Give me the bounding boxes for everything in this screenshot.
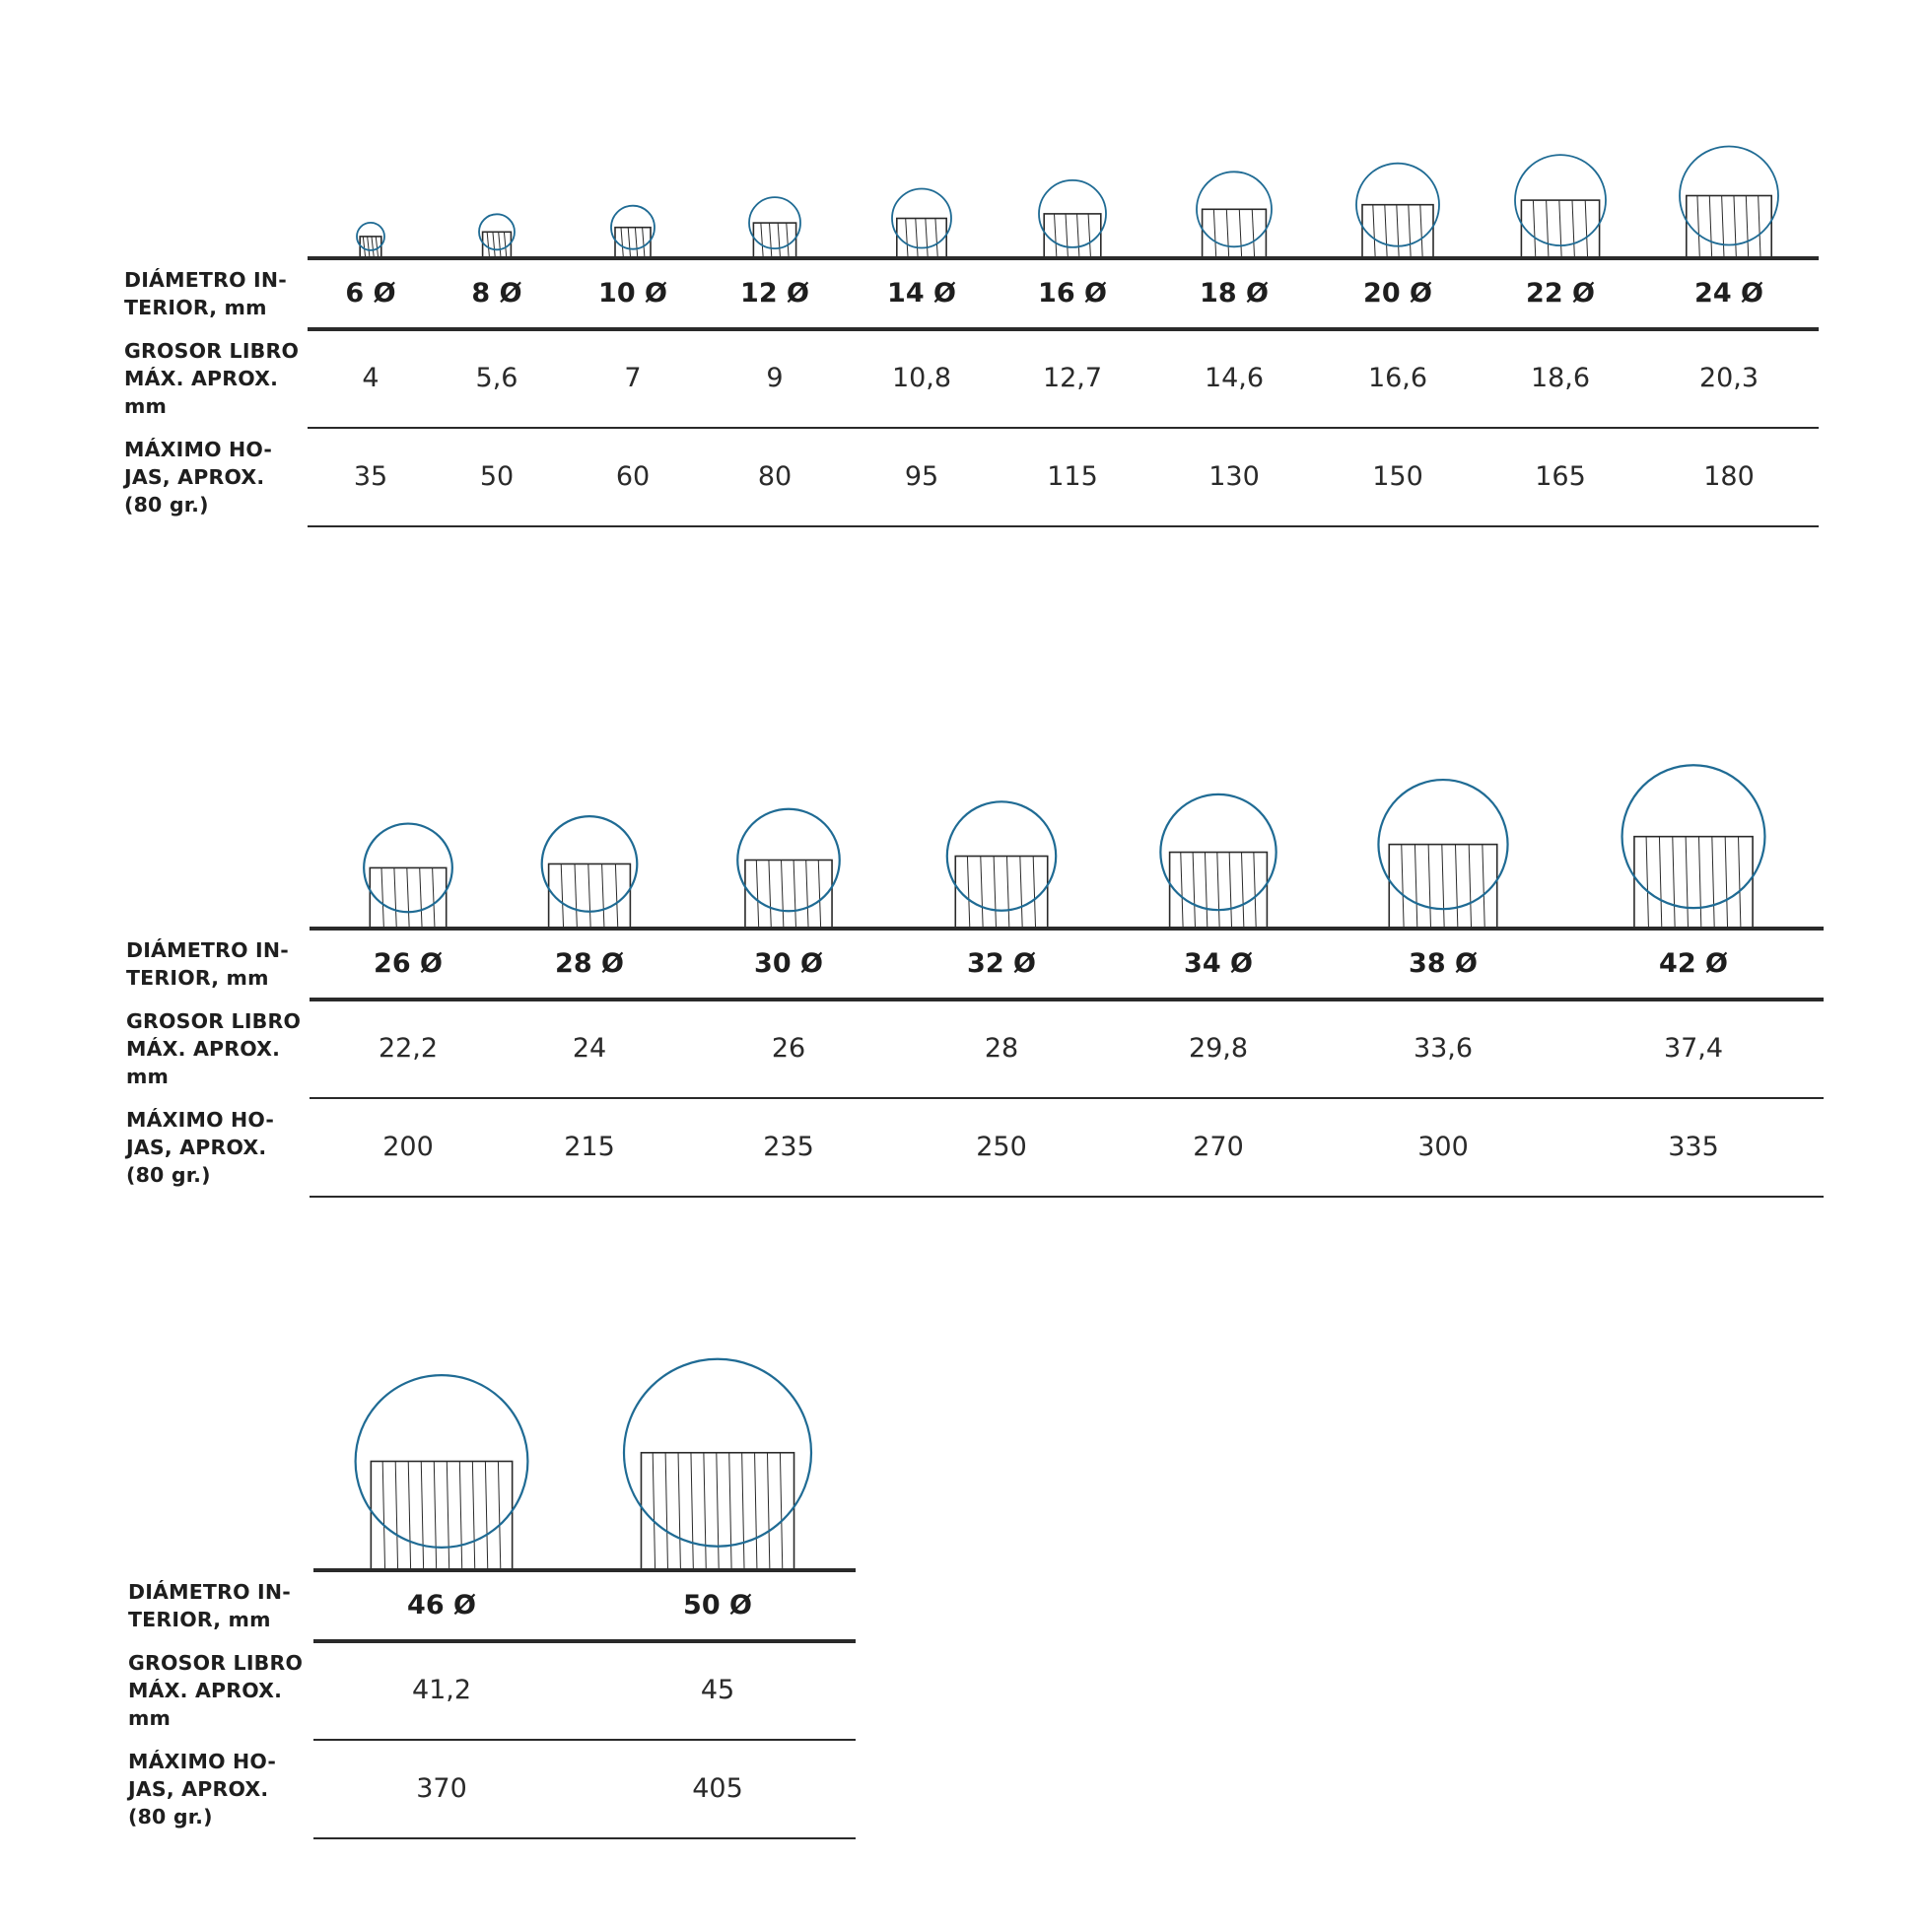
sheet-line: [717, 1453, 719, 1570]
sheet-line: [742, 1453, 744, 1570]
cell-thickness: 45: [700, 1675, 735, 1705]
label-thickness-line: GROSOR LIBRO: [124, 339, 300, 363]
label-diameter-line: TERIOR, mm: [126, 966, 269, 990]
label-sheets-line: MÁXIMO HO-: [126, 1108, 275, 1132]
cell-diameter: 18 Ø: [1200, 278, 1269, 309]
label-thickness-line: mm: [128, 1706, 172, 1730]
cell-sheets: 35: [353, 461, 388, 492]
label-sheets-line: JAS, APROX.: [124, 465, 265, 489]
cell-thickness: 7: [624, 363, 642, 393]
label-thickness: [128, 1649, 303, 1732]
cell-diameter: 12 Ø: [740, 278, 809, 309]
sheet-line: [421, 1461, 423, 1570]
label-thickness-line: GROSOR LIBRO: [126, 1009, 302, 1033]
label-sheets-line: (80 gr.): [126, 1163, 211, 1187]
baseline-rule: [313, 1568, 856, 1572]
cell-thickness: 9: [766, 363, 784, 393]
cell-diameter: 42 Ø: [1659, 948, 1728, 979]
ring-diagram-50: [624, 1359, 811, 1570]
cell-thickness: 41,2: [411, 1675, 472, 1705]
cell-diameter: 30 Ø: [754, 948, 823, 979]
label-thickness-line: mm: [124, 394, 168, 418]
cell-thickness: 33,6: [1413, 1033, 1474, 1064]
cell-sheets: 300: [1417, 1132, 1469, 1162]
sheet-line: [485, 1461, 487, 1570]
sheet-line: [691, 1453, 693, 1570]
sheet-line: [408, 1461, 410, 1570]
cell-thickness: 14,6: [1204, 363, 1265, 393]
label-diameter-line: DIÁMETRO IN-: [126, 938, 289, 962]
cell-sheets: 150: [1372, 461, 1423, 492]
label-thickness-line: MÁX. APROX.: [124, 367, 279, 390]
label-thickness-line: GROSOR LIBRO: [128, 1651, 304, 1675]
label-diameter-line: TERIOR, mm: [124, 296, 267, 319]
sheet-line: [447, 1461, 448, 1570]
cell-sheets: 405: [692, 1773, 743, 1804]
thickness-row-rule: [313, 1739, 856, 1740]
cell-sheets: 115: [1047, 461, 1098, 492]
cell-thickness: 10,8: [891, 363, 952, 393]
label-sheets-line: JAS, APROX.: [128, 1777, 269, 1801]
sheet-line: [780, 1453, 782, 1570]
cell-sheets: 200: [382, 1132, 434, 1162]
cell-diameter: 28 Ø: [555, 948, 624, 979]
cell-thickness: 28: [984, 1033, 1019, 1064]
sheet-line: [729, 1453, 731, 1570]
cell-diameter: 22 Ø: [1526, 278, 1595, 309]
sheet-line: [382, 1461, 384, 1570]
cell-diameter: 6 Ø: [345, 278, 396, 309]
cell-thickness: 5,6: [475, 363, 518, 393]
cell-diameter: 38 Ø: [1409, 948, 1478, 979]
cell-sheets: 215: [564, 1132, 615, 1162]
cell-sheets: 235: [763, 1132, 814, 1162]
cell-thickness: 20,3: [1698, 363, 1760, 393]
sheets-row-rule: [313, 1837, 856, 1838]
cell-diameter: 24 Ø: [1694, 278, 1763, 309]
label-sheets-line: MÁXIMO HO-: [124, 438, 273, 461]
cell-sheets: 335: [1668, 1132, 1719, 1162]
sheet-line: [434, 1461, 436, 1570]
cell-sheets: 165: [1535, 461, 1586, 492]
cell-diameter: 32 Ø: [967, 948, 1036, 979]
label-diameter: [128, 1578, 291, 1633]
label-thickness-line: mm: [126, 1065, 170, 1088]
label-diameter-line: DIÁMETRO IN-: [124, 268, 287, 292]
cell-thickness: 24: [572, 1033, 607, 1064]
sheet-line: [395, 1461, 397, 1570]
cell-thickness: 12,7: [1042, 363, 1103, 393]
sheet-line: [755, 1453, 757, 1570]
sheet-line: [498, 1461, 500, 1570]
cell-thickness: 26: [771, 1033, 806, 1064]
cell-diameter: 10 Ø: [598, 278, 667, 309]
label-sheets-line: JAS, APROX.: [126, 1136, 267, 1159]
cell-diameter: 50 Ø: [683, 1590, 752, 1621]
cell-sheets: 370: [416, 1773, 467, 1804]
cell-diameter: 16 Ø: [1038, 278, 1107, 309]
cell-thickness: 29,8: [1188, 1033, 1249, 1064]
cell-thickness: 22,2: [378, 1033, 439, 1064]
cell-diameter: 34 Ø: [1184, 948, 1253, 979]
sheet-line: [472, 1461, 474, 1570]
cell-thickness: 4: [362, 363, 380, 393]
sheet-line: [767, 1453, 769, 1570]
cell-sheets: 95: [904, 461, 939, 492]
sheet-line: [459, 1461, 461, 1570]
cell-diameter: 20 Ø: [1363, 278, 1432, 309]
label-sheets-line: MÁXIMO HO-: [128, 1750, 277, 1773]
label-sheets-line: (80 gr.): [124, 493, 209, 517]
cell-diameter: 46 Ø: [407, 1590, 476, 1621]
cell-sheets: 80: [757, 461, 793, 492]
label-thickness-line: MÁX. APROX.: [126, 1037, 281, 1061]
cell-sheets: 270: [1193, 1132, 1244, 1162]
label-sheets: [128, 1748, 276, 1830]
cell-sheets: 60: [615, 461, 651, 492]
cell-diameter: 14 Ø: [887, 278, 956, 309]
cell-thickness: 37,4: [1663, 1033, 1724, 1064]
sheet-line: [665, 1453, 667, 1570]
cell-sheets: 250: [976, 1132, 1027, 1162]
cell-thickness: 16,6: [1367, 363, 1428, 393]
paper-stack: [371, 1461, 512, 1570]
cell-sheets: 130: [1208, 461, 1260, 492]
label-sheets-line: (80 gr.): [128, 1805, 213, 1828]
cell-diameter: 26 Ø: [374, 948, 443, 979]
sheet-line: [678, 1453, 680, 1570]
cell-sheets: 180: [1703, 461, 1755, 492]
cell-thickness: 18,6: [1530, 363, 1591, 393]
diameter-row-rule: [313, 1639, 856, 1643]
label-diameter-line: DIÁMETRO IN-: [128, 1580, 291, 1604]
label-diameter-line: TERIOR, mm: [128, 1608, 271, 1631]
ring-diagram-46: [356, 1375, 528, 1570]
cell-diameter: 8 Ø: [471, 278, 522, 309]
label-thickness-line: MÁX. APROX.: [128, 1679, 283, 1702]
sheet-line: [704, 1453, 706, 1570]
cell-sheets: 50: [479, 461, 515, 492]
sheet-line: [653, 1453, 655, 1570]
